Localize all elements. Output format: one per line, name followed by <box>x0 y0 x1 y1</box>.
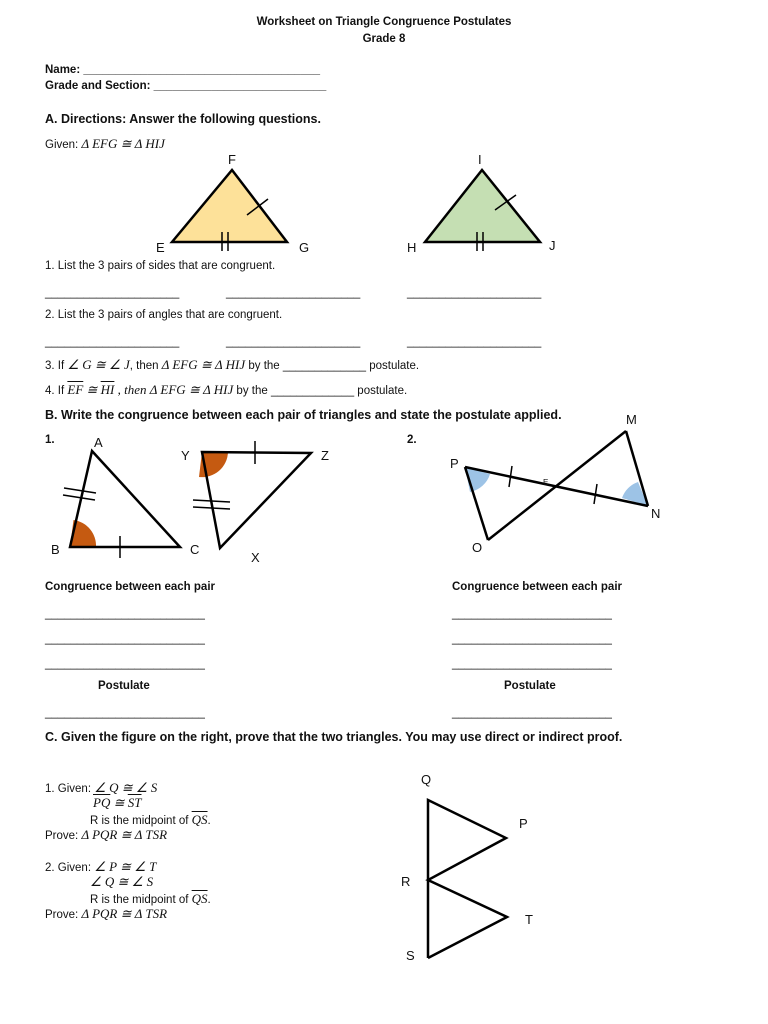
label-m: M <box>626 412 637 427</box>
q3-then: , then <box>129 360 162 372</box>
congruent-symbol: ≅ <box>110 795 128 810</box>
proof-1-angle-expression: ∠ Q ≅ ∠ S <box>94 780 158 795</box>
label-a: A <box>94 435 103 450</box>
congruence-answer-2b[interactable]: _________________________ <box>452 633 612 645</box>
q2-answer-2[interactable]: _____________________ <box>226 336 361 348</box>
label-f: F <box>228 152 236 167</box>
q4-then: , then <box>114 382 150 397</box>
q4-congruent-symbol: ≅ <box>83 382 101 397</box>
q4-segment-hi: $\overline{HI}$ <box>100 382 115 397</box>
prove-expression: Δ PQR ≅ Δ TSR <box>81 906 168 921</box>
given-label: Given: <box>45 139 82 151</box>
q1-answer-2[interactable]: _____________________ <box>226 287 361 299</box>
name-blank: _____________________________________ <box>83 64 321 76</box>
q4-postulate-blank[interactable]: by the _____________ postulate. <box>233 385 408 397</box>
q2-answer-1[interactable]: _____________________ <box>45 336 180 348</box>
label-r: R <box>401 874 411 889</box>
prove-label: Prove: <box>45 909 82 921</box>
label-j: J <box>549 238 556 253</box>
q3-prefix: 3. If <box>45 360 68 372</box>
prove-label: Prove: <box>45 830 82 842</box>
postulate-label-1: Postulate <box>98 680 150 692</box>
label-o: O <box>472 540 483 555</box>
part-a-directions: A. Directions: Answer the following questions. <box>45 112 321 126</box>
q1-answer-1[interactable]: _____________________ <box>45 287 180 299</box>
q3-postulate-blank[interactable]: by the _____________ postulate. <box>245 360 420 372</box>
label-e-small: E <box>543 478 549 487</box>
postulate-label-2: Postulate <box>504 680 556 692</box>
name-label: Name: <box>45 64 84 76</box>
segment-qs: $\overline{QS}$ <box>191 812 208 827</box>
q4-triangle-expression: Δ EFG ≅ Δ HIJ <box>149 382 234 397</box>
grade-section-label: Grade and Section: <box>45 80 154 92</box>
label-b: B <box>51 542 60 557</box>
q4-prefix: 4. If <box>45 385 68 397</box>
prove-expression: Δ PQR ≅ Δ TSR <box>81 827 168 842</box>
proof-1-given-label: 1. Given: <box>45 783 95 795</box>
midpoint-text: R is the midpoint of <box>90 815 192 827</box>
q1-answer-3[interactable]: _____________________ <box>407 287 542 299</box>
label-g: G <box>299 240 310 255</box>
proof-2-given-label: 2. Given: <box>45 862 95 874</box>
label-e: E <box>156 240 165 255</box>
label-h: H <box>407 240 417 255</box>
label-i: I <box>478 152 482 167</box>
grade-section-blank: ___________________________ <box>153 80 327 92</box>
item-2-number: 2. <box>407 434 417 446</box>
congruence-answer-2c[interactable]: _________________________ <box>452 658 612 670</box>
proof-2-angle-p-t: ∠ P ≅ ∠ T <box>94 859 157 874</box>
q3-angle-expression: ∠ G ≅ ∠ J <box>67 357 130 372</box>
part-b-directions: B. Write the congruence between each pair of triangles and state the postulate applied. <box>45 408 562 422</box>
question-2: 2. List the 3 pairs of angles that are congruent. <box>45 309 283 321</box>
label-z: Z <box>321 448 329 463</box>
congruence-answer-1c[interactable]: _________________________ <box>45 658 205 670</box>
proof-2-angle-q-s: ∠ Q ≅ ∠ S <box>90 874 154 889</box>
q4-segment-ef: $\overline{EF}$ <box>67 382 84 397</box>
label-s: S <box>406 948 415 963</box>
label-q: Q <box>421 772 432 787</box>
item-1-number: 1. <box>45 434 55 446</box>
label-p-c: P <box>519 816 528 831</box>
grade-label: Grade 8 <box>362 33 406 45</box>
period: . <box>207 815 211 827</box>
congruence-label-2: Congruence between each pair <box>452 581 622 593</box>
label-x: X <box>251 550 260 565</box>
congruence-answer-2a[interactable]: _________________________ <box>452 608 612 620</box>
segment-qs: $\overline{QS}$ <box>191 891 208 906</box>
postulate-answer-1[interactable]: _________________________ <box>45 707 205 719</box>
part-c-directions: C. Given the figure on the right, prove that the two triangles. You may use direct or indirect proof. <box>45 730 623 744</box>
worksheet-title: Worksheet on Triangle Congruence Postulates <box>256 16 512 28</box>
midpoint-text: R is the midpoint of <box>90 894 192 906</box>
postulate-answer-2[interactable]: _________________________ <box>452 707 612 719</box>
label-c: C <box>190 542 200 557</box>
question-1: 1. List the 3 pairs of sides that are congruent. <box>45 260 276 272</box>
segment-pq: $\overline{PQ}$ <box>93 795 111 810</box>
label-t: T <box>525 912 533 927</box>
period: . <box>207 894 211 906</box>
label-p: P <box>450 456 459 471</box>
q3-triangle-expression: Δ EFG ≅ Δ HIJ <box>161 357 246 372</box>
label-y: Y <box>181 448 190 463</box>
segment-st: $\overline{ST}$ <box>127 795 142 810</box>
congruence-answer-1a[interactable]: _________________________ <box>45 608 205 620</box>
given-expression: Δ EFG ≅ Δ HIJ <box>81 136 165 151</box>
congruence-label-1: Congruence between each pair <box>45 581 215 593</box>
congruence-answer-1b[interactable]: _________________________ <box>45 633 205 645</box>
label-n: N <box>651 506 661 521</box>
q2-answer-3[interactable]: _____________________ <box>407 336 542 348</box>
